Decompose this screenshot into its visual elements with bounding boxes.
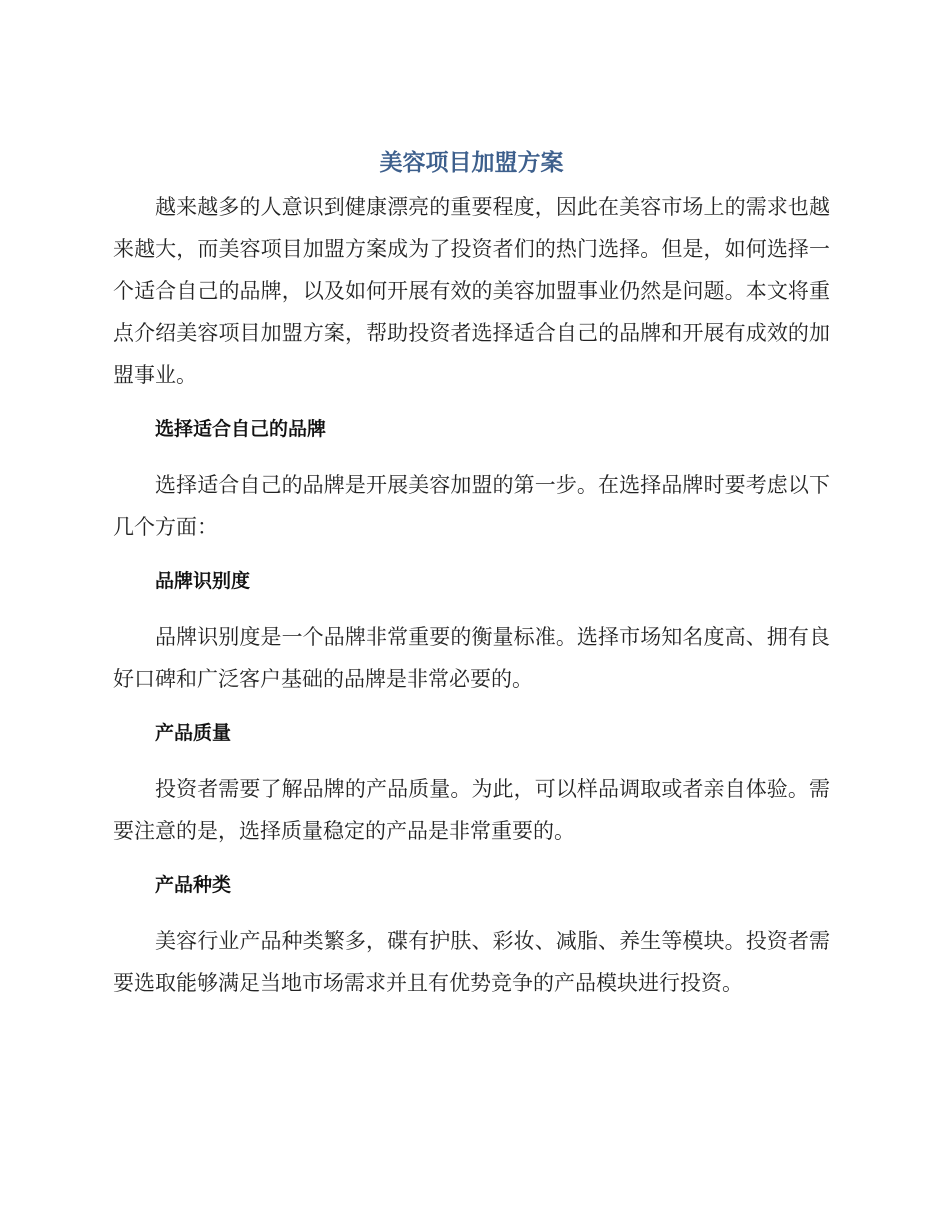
section-body-brand-recognition: 品牌识别度是一个品牌非常重要的衡量标准。选择市场知名度高、拥有良好口碑和广泛客户基础的品牌是非常必要的。 <box>113 625 830 691</box>
section-body-product-quality: 投资者需要了解品牌的产品质量。为此，可以样品调取或者亲自体验。需要注意的是，选择质量稳定的产品是非常重要的。 <box>113 777 830 843</box>
section-heading-product-types: 产品种类 <box>155 874 232 896</box>
document-content <box>113 140 830 1004</box>
document-title: 美容项目加盟方案 <box>379 150 564 176</box>
section-heading-brand-choice: 选择适合自己的品牌 <box>155 418 327 440</box>
intro-paragraph: 越来越多的人意识到健康漂亮的重要程度，因此在美容市场上的需求也越来越大，而美容项目加盟方案成为了投资者们的热门选择。但是，如何选择一个适合自己的品牌，以及如何开展有效的美容加盟事业仍然是问题。本文将重点介绍美容项目加盟方案，帮助投资者选择适合自己的品牌和开展有成效的加盟事业。 <box>113 195 830 387</box>
section-body-product-types: 美容行业产品种类繁多，碟有护肤、彩妆、减脂、养生等模块。投资者需要选取能够满足当地市场需求并且有优势竞争的产品模块进行投资。 <box>113 929 830 995</box>
section-body-brand-choice: 选择适合自己的品牌是开展美容加盟的第一步。在选择品牌时要考虑以下几个方面： <box>113 473 830 539</box>
section-heading-product-quality: 产品质量 <box>155 722 232 744</box>
section-heading-brand-recognition: 品牌识别度 <box>155 570 251 592</box>
